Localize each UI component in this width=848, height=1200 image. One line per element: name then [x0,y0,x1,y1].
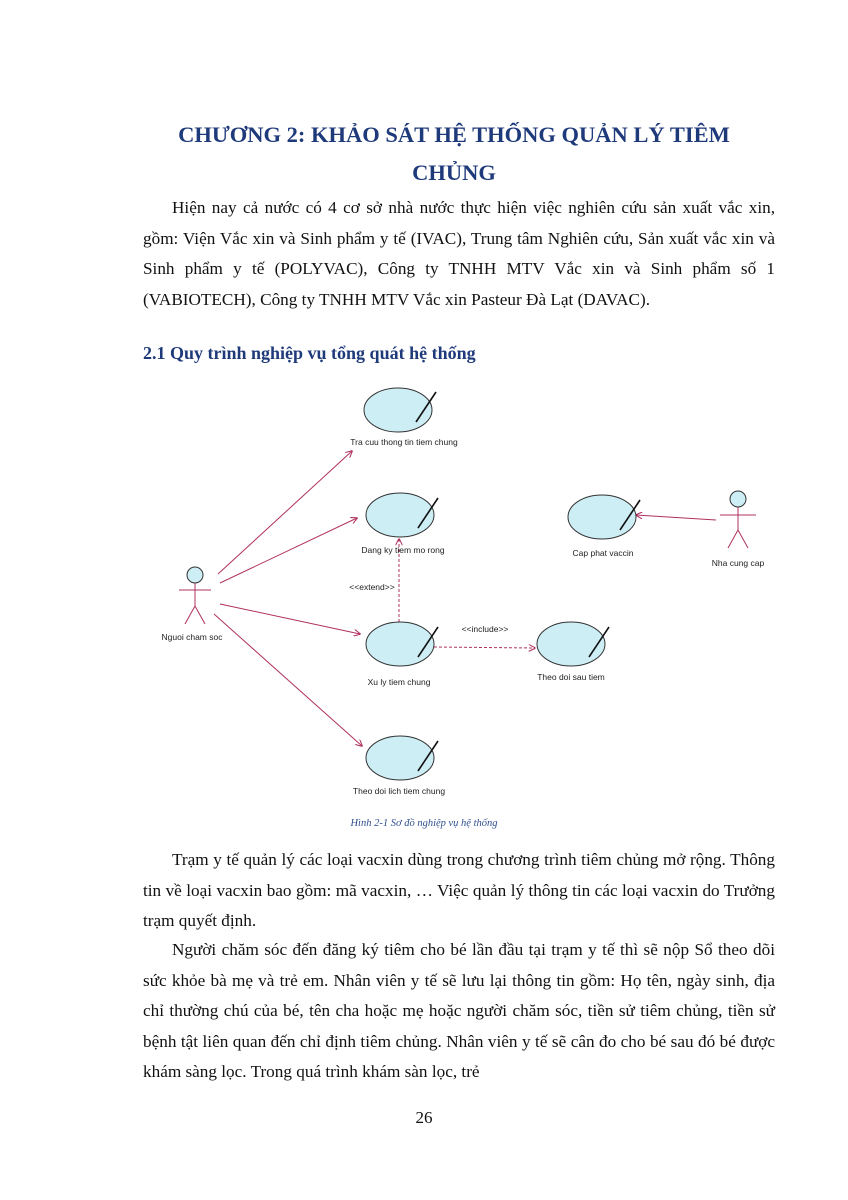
actor-caregiver-label: Nguoi cham soc [161,632,223,642]
intro-paragraph: Hiện nay cả nước có 4 cơ sở nhà nước thực hiện việc nghiên cứu sản xuất vắc xin, gồm: Viện Vắc xin và Sinh phẩm y tế (IVAC), Trung tâm Nghiên cứu, Sản xuất vắc xin và Sinh phẩm y tế (POLYVAC), Công ty TNHH MTV Vắc xin và Sinh phẩm số 1 (VABIOTECH), Công ty TNHH MTV Vắc xin Pasteur Đà Lạt (DAVAC). [143,198,775,309]
figure-caption: Hình 2-1 Sơ đồ nghiệp vụ hệ thống [350,818,498,829]
usecase-register-shape [366,493,438,537]
assoc-caregiver-process [220,604,360,634]
usecase-lookup-shape [364,388,436,432]
include-relation-line [434,647,535,648]
usecase-schedule-shape [366,736,438,780]
chapter-title [100,116,808,192]
usecase-process-shape [366,622,438,666]
assoc-supplier-dispense [636,515,716,520]
use-case-diagram-svg [150,378,770,808]
assoc-caregiver-register [220,518,357,583]
usecase-followup-shape [537,622,609,666]
usecase-dispense-shape [568,495,640,539]
page-number: 26 [415,1108,433,1127]
include-label: <<include>> [461,624,509,634]
paragraph-3: Người chăm sóc đến đăng ký tiêm cho bé lần đầu tại trạm y tế thì sẽ nộp Sổ theo dõi sức khỏe bà mẹ và trẻ em. Nhân viên y tế sẽ lưu lại thông tin gồm: Họ tên, ngày sinh, địa chỉ thường chú của bé, tên cha hoặc mẹ hoặc người chăm sóc, tiền sử tiêm chủng, tiền sử bệnh tật liên quan đến chỉ định tiêm chủng. Nhân viên y tế sẽ cân đo cho bé sau đó bé được khám sàng lọc. Trong quá trình khám sàn lọc, trẻ [143,940,775,1081]
extend-label: <<extend>> [349,582,395,592]
assoc-caregiver-lookup [218,451,352,574]
chapter-title-line1: CHƯƠNG 2: KHẢO SÁT HỆ THỐNG QUẢN LÝ TIÊM [178,122,730,147]
usecase-process-label: Xu ly tiem chung [367,677,431,687]
usecase-dispense-label: Cap phat vaccin [572,548,634,558]
usecase-register-label: Dang ky tiem mo rong [361,545,445,555]
actor-caregiver [179,567,211,624]
usecase-lookup-label: Tra cuu thong tin tiem chung [350,437,458,447]
section-heading: 2.1 Quy trình nghiệp vụ tổng quát hệ thống [143,343,476,363]
chapter-title-line2: CHỦNG [412,160,496,185]
usecase-followup-label: Theo doi sau tiem [537,672,605,682]
use-case-diagram [150,378,770,808]
usecase-schedule-label: Theo doi lich tiem chung [352,786,446,796]
paragraph-2: Trạm y tế quản lý các loại vacxin dùng trong chương trình tiêm chủng mở rộng. Thông tin về loại vacxin bao gồm: mã vacxin, … Việc quản lý thông tin các loại vacxin do Trưởng trạm quyết định. [143,850,775,930]
actor-supplier [720,491,756,548]
actor-supplier-label: Nha cung cap [711,558,765,568]
assoc-caregiver-schedule [214,614,362,746]
